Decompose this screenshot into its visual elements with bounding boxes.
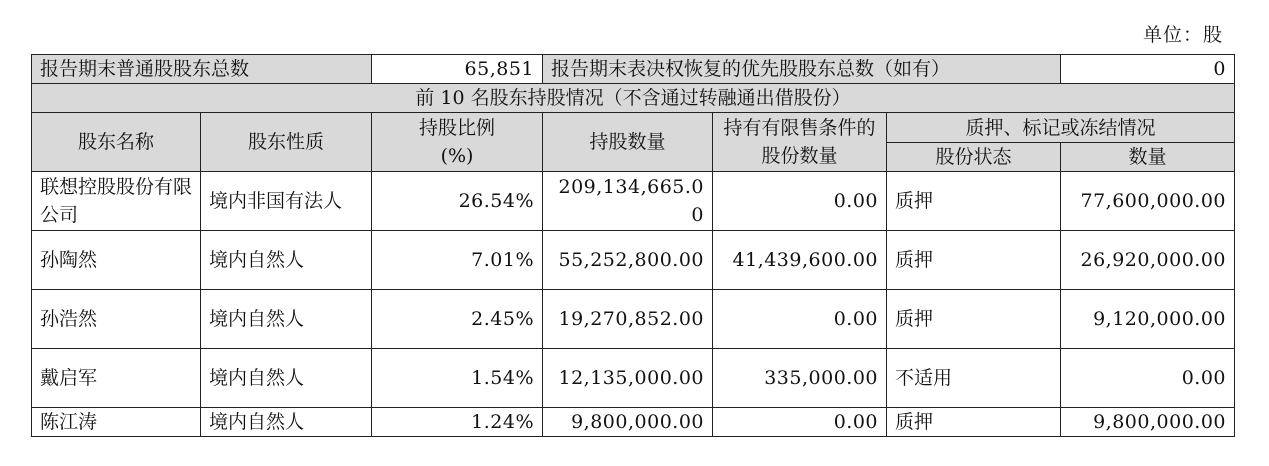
table-row bbox=[32, 172, 1235, 231]
cell-pledged: 0.00 bbox=[1061, 349, 1235, 408]
cell-restricted: 0.00 bbox=[713, 290, 887, 349]
header-pledge-quantity: 数量 bbox=[1061, 143, 1235, 172]
table-row bbox=[32, 349, 1235, 408]
cell-nature: 境内非国有法人 bbox=[201, 172, 372, 231]
section-title: 前 10 名股东持股情况（不含通过转融通出借股份） bbox=[32, 84, 1235, 113]
header-pledge-group: 质押、标记或冻结情况 bbox=[887, 113, 1235, 143]
shareholder-table bbox=[31, 54, 1235, 437]
cell-ratio: 26.54% bbox=[372, 172, 543, 231]
cell-restricted: 41,439,600.00 bbox=[713, 231, 887, 290]
cell-nature: 境内自然人 bbox=[201, 408, 372, 437]
cell-quantity: 12,135,000.00 bbox=[543, 349, 713, 408]
cell-name: 戴启军 bbox=[32, 349, 201, 408]
header-name: 股东名称 bbox=[32, 113, 201, 172]
header-restricted: 持有有限售条件的股份数量 bbox=[713, 113, 887, 172]
cell-nature: 境内自然人 bbox=[201, 231, 372, 290]
total-holders-value: 65,851 bbox=[372, 55, 543, 84]
cell-restricted: 0.00 bbox=[713, 408, 887, 437]
cell-status: 质押 bbox=[887, 172, 1061, 231]
cell-quantity: 19,270,852.00 bbox=[543, 290, 713, 349]
header-row bbox=[32, 113, 1235, 143]
preferred-holders-value: 0 bbox=[1061, 55, 1235, 84]
cell-name: 孙浩然 bbox=[32, 290, 201, 349]
section-title-row bbox=[32, 84, 1235, 113]
header-pledge-status: 股份状态 bbox=[887, 143, 1061, 172]
cell-quantity: 55,252,800.00 bbox=[543, 231, 713, 290]
summary-row bbox=[32, 55, 1235, 84]
cell-status: 不适用 bbox=[887, 349, 1061, 408]
cell-nature: 境内自然人 bbox=[201, 290, 372, 349]
header-ratio bbox=[372, 113, 543, 172]
cell-nature: 境内自然人 bbox=[201, 349, 372, 408]
cell-quantity: 9,800,000.00 bbox=[543, 408, 713, 437]
preferred-holders-label: 报告期末表决权恢复的优先股股东总数（如有） bbox=[543, 55, 1061, 84]
total-holders-label: 报告期末普通股股东总数 bbox=[32, 55, 372, 84]
cell-name: 陈江涛 bbox=[32, 408, 201, 437]
cell-restricted: 0.00 bbox=[713, 172, 887, 231]
cell-status: 质押 bbox=[887, 408, 1061, 437]
cell-restricted: 335,000.00 bbox=[713, 349, 887, 408]
cell-name: 孙陶然 bbox=[32, 231, 201, 290]
unit-label: 单位：股 bbox=[1142, 24, 1223, 46]
table-row bbox=[32, 408, 1235, 437]
cell-name: 联想控股股份有限公司 bbox=[32, 172, 201, 231]
cell-ratio: 1.24% bbox=[372, 408, 543, 437]
cell-ratio: 2.45% bbox=[372, 290, 543, 349]
cell-pledged: 9,120,000.00 bbox=[1061, 290, 1235, 349]
cell-pledged: 77,600,000.00 bbox=[1061, 172, 1235, 231]
table-row bbox=[32, 231, 1235, 290]
cell-status: 质押 bbox=[887, 290, 1061, 349]
cell-pledged: 9,800,000.00 bbox=[1061, 408, 1235, 437]
cell-pledged: 26,920,000.00 bbox=[1061, 231, 1235, 290]
cell-ratio: 7.01% bbox=[372, 231, 543, 290]
table-row bbox=[32, 290, 1235, 349]
header-ratio-line1: 持股比例 bbox=[419, 117, 496, 139]
cell-status: 质押 bbox=[887, 231, 1061, 290]
header-quantity: 持股数量 bbox=[543, 113, 713, 172]
cell-ratio: 1.54% bbox=[372, 349, 543, 408]
cell-quantity: 209,134,665.00 bbox=[543, 172, 713, 231]
header-ratio-line2: (%) bbox=[440, 145, 474, 167]
header-nature: 股东性质 bbox=[201, 113, 372, 172]
